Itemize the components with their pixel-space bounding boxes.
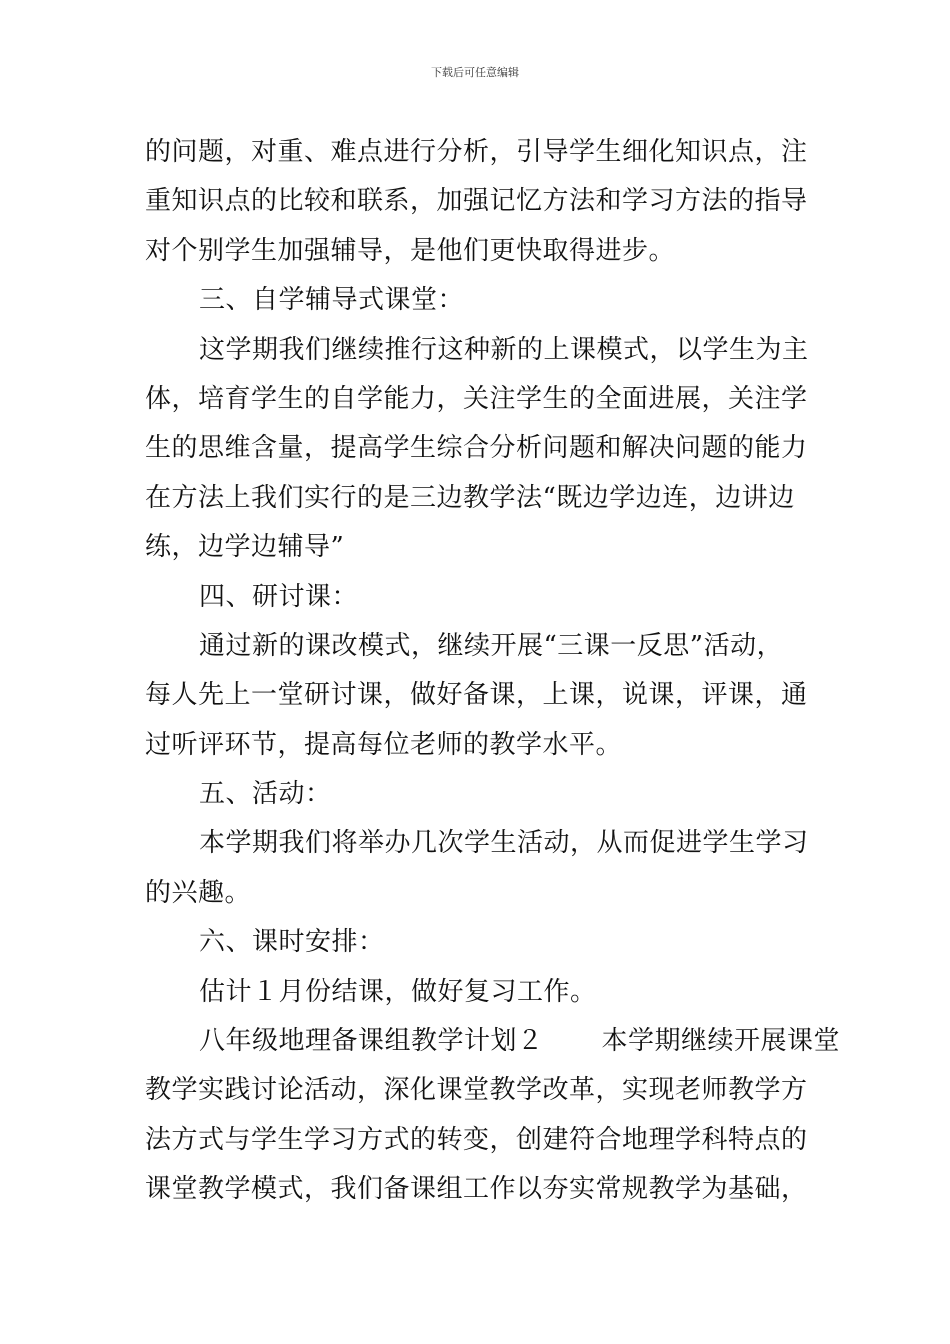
text-line: 估计１月份结课，做好复习工作。 bbox=[199, 976, 597, 1007]
text-line: 法方式与学生学习方式的转变，创建符合地理学科特点的 bbox=[145, 1124, 808, 1155]
text-line: 本学期我们将举办几次学生活动，从而促进学生学习 bbox=[199, 828, 809, 859]
plan-intro: 本学期继续开展课堂 bbox=[601, 1026, 841, 1057]
text-line: 重知识点的比较和联系，加强记忆方法和学习方法的指导 bbox=[145, 186, 808, 217]
text-line: 教学实践讨论活动，深化课堂教学改革，实现老师教学方 bbox=[145, 1075, 808, 1106]
section-heading: 五、活动： bbox=[199, 779, 332, 810]
text-line: 的问题，对重、难点进行分析，引导学生细化知识点，注 bbox=[145, 137, 808, 167]
text-line-with-title bbox=[145, 1017, 841, 1066]
section-heading: 六、课时安排： bbox=[199, 927, 385, 958]
plan-title: 八年级地理备课组教学计划２ bbox=[199, 1026, 544, 1057]
text-line: 课堂教学模式，我们备课组工作以夯实常规教学为基础， bbox=[145, 1174, 808, 1205]
text-line: 练，边学边辅导” bbox=[145, 532, 345, 563]
text-line: 在方法上我们实行的是三边教学法“既边学边连，边讲边 bbox=[145, 482, 795, 513]
text-line: 生的思维含量，提高学生综合分析问题和解决问题的能力 bbox=[145, 433, 808, 464]
text-line: 体，培育学生的自学能力，关注学生的全面进展，关注学 bbox=[145, 383, 808, 414]
text-line: 对个别学生加强辅导，是他们更快取得进步。 bbox=[145, 235, 676, 266]
section-heading: 三、自学辅导式课堂： bbox=[199, 285, 465, 316]
text-line: 这学期我们继续推行这种新的上课模式，以学生为主 bbox=[199, 334, 809, 365]
section-heading: 四、研讨课： bbox=[199, 581, 359, 612]
text-line: 的兴趣。 bbox=[145, 877, 252, 908]
text-line: 通过新的课改模式，继续开展“三课一反思”活动， bbox=[199, 630, 784, 661]
text-line: 过听评环节，提高每位老师的教学水平。 bbox=[145, 729, 623, 760]
page-header: 下载后可任意编辑 bbox=[431, 66, 519, 79]
document-body bbox=[145, 128, 841, 1215]
text-line: 每人先上一堂研讨课，做好备课，上课，说课，评课，通 bbox=[145, 680, 808, 711]
